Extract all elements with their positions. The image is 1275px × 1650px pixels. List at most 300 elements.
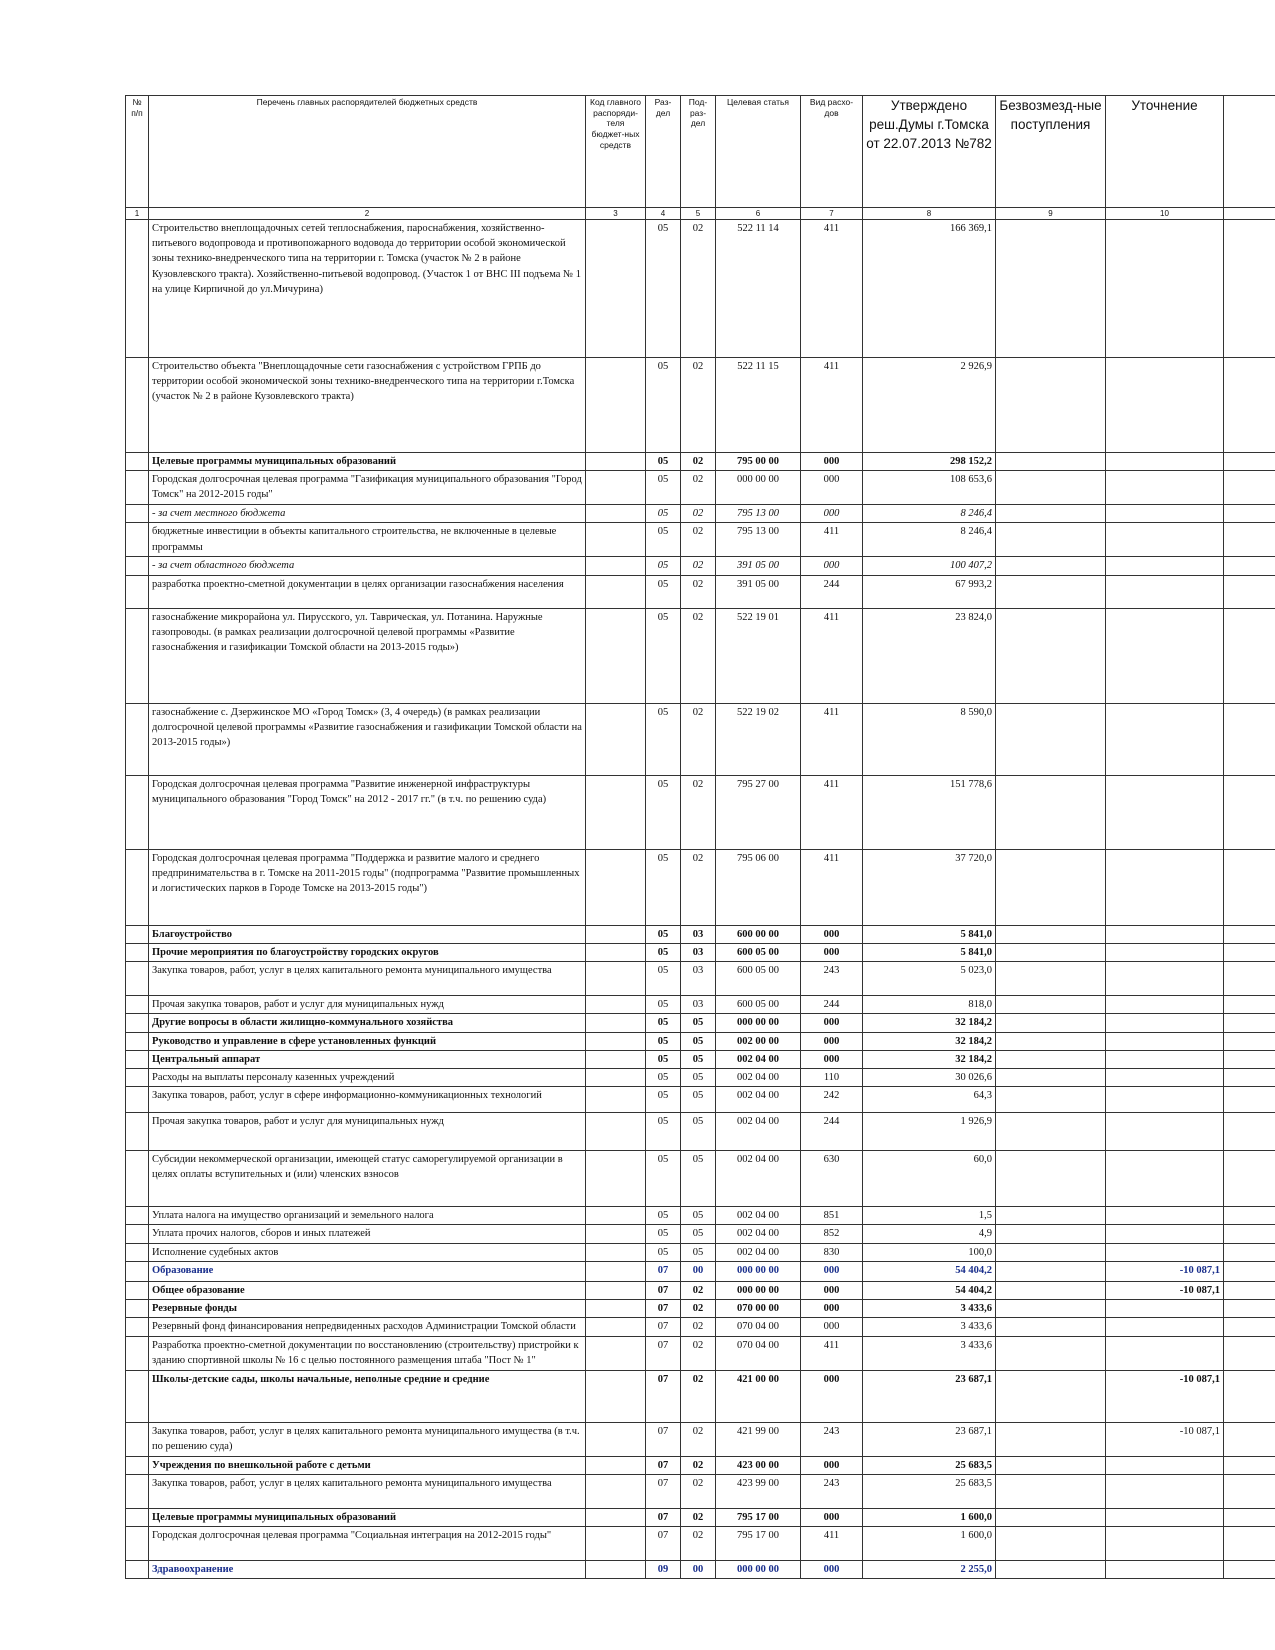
row-extra: [1224, 1014, 1275, 1032]
row-gratis: [996, 1508, 1106, 1526]
row-name: Прочая закупка товаров, работ и услуг для муниципальных нужд: [149, 996, 586, 1014]
row-celevaya: 421 00 00: [716, 1370, 801, 1422]
row-approved: 818,0: [863, 996, 996, 1014]
row-refine: [1106, 1068, 1224, 1086]
row-refine: [1106, 962, 1224, 996]
row-celevaya: 000 00 00: [716, 1560, 801, 1578]
row-celevaya: 795 06 00: [716, 849, 801, 925]
row-razdel: 05: [646, 1113, 681, 1151]
row-razdel: 07: [646, 1336, 681, 1370]
row-celevaya: 002 04 00: [716, 1068, 801, 1086]
row-approved: 8 590,0: [863, 703, 996, 775]
row-name: Строительство внеплощадочных сетей теплоснабжения, пароснабжения, хозяйственно-питьевого водопровода и противопожарного водовода до территории особой экономической зоны технико-внедренческого типа на территории г. Томска (участок № 2 в районе Кузовлевского тракта). Хозяйственно-питьевой водопровод. (Участок 1 от ВНС III подъема № 1 на улице Кирпичной до ул.Мичурина): [149, 220, 586, 358]
row-extra: [1224, 703, 1275, 775]
row-code: [586, 925, 646, 943]
column-number: 2: [149, 208, 586, 220]
row-extra: [1224, 358, 1275, 453]
row-gratis: [996, 943, 1106, 961]
row-number: [126, 608, 149, 703]
row-refine: [1106, 1300, 1224, 1318]
row-razdel: 05: [646, 358, 681, 453]
row-code: [586, 996, 646, 1014]
row-refine: [1106, 1113, 1224, 1151]
row-number: [126, 1474, 149, 1508]
table-row: [126, 1050, 1275, 1068]
row-refine: [1106, 1456, 1224, 1474]
row-razdel: 07: [646, 1508, 681, 1526]
row-number: [126, 943, 149, 961]
row-refine: [1106, 523, 1224, 557]
row-vid: 000: [801, 1014, 863, 1032]
row-celevaya: 600 05 00: [716, 943, 801, 961]
row-extra: [1224, 1526, 1275, 1560]
row-approved: 30 026,6: [863, 1068, 996, 1086]
row-refine: [1106, 1014, 1224, 1032]
row-vid: 000: [801, 505, 863, 523]
row-celevaya: 002 04 00: [716, 1050, 801, 1068]
row-podrazdel: 05: [681, 1087, 716, 1113]
row-refine: [1106, 1207, 1224, 1225]
row-vid: 411: [801, 220, 863, 358]
row-extra: [1224, 1336, 1275, 1370]
row-podrazdel: 03: [681, 996, 716, 1014]
row-code: [586, 1225, 646, 1243]
row-vid: 000: [801, 1300, 863, 1318]
row-refine: [1106, 1151, 1224, 1207]
row-refine: [1106, 220, 1224, 358]
row-name: Прочие мероприятия по благоустройству городских округов: [149, 943, 586, 961]
row-podrazdel: 05: [681, 1207, 716, 1225]
row-razdel: 05: [646, 962, 681, 996]
table-row: [126, 608, 1275, 703]
row-approved: 3 433,6: [863, 1318, 996, 1336]
row-name: Целевые программы муниципальных образований: [149, 453, 586, 471]
row-vid: 000: [801, 471, 863, 505]
row-refine: [1106, 505, 1224, 523]
table-row: [126, 358, 1275, 453]
row-approved: 1 926,9: [863, 1113, 996, 1151]
row-gratis: [996, 1474, 1106, 1508]
row-podrazdel: 02: [681, 557, 716, 575]
row-celevaya: 002 04 00: [716, 1151, 801, 1207]
row-refine: -10 087,1: [1106, 1422, 1224, 1456]
row-code: [586, 523, 646, 557]
table-row: [126, 703, 1275, 775]
row-name: бюджетные инвестиции в объекты капитального строительства, не включенные в целевые программы: [149, 523, 586, 557]
row-vid: 242: [801, 1087, 863, 1113]
row-code: [586, 1087, 646, 1113]
col-extra-header: [1224, 96, 1275, 208]
row-extra: [1224, 849, 1275, 925]
row-gratis: [996, 1113, 1106, 1151]
col-razdel-header: Раз-дел: [646, 96, 681, 208]
table-row: [126, 1068, 1275, 1086]
row-number: [126, 471, 149, 505]
row-name: Центральный аппарат: [149, 1050, 586, 1068]
row-podrazdel: 05: [681, 1243, 716, 1261]
row-celevaya: 002 04 00: [716, 1087, 801, 1113]
row-name: Руководство и управление в сфере установленных функций: [149, 1032, 586, 1050]
row-razdel: 07: [646, 1370, 681, 1422]
col-name-header: Перечень главных распорядителей бюджетных средств: [149, 96, 586, 208]
table-row: [126, 471, 1275, 505]
table-row: [126, 557, 1275, 575]
row-vid: 411: [801, 358, 863, 453]
row-approved: 60,0: [863, 1151, 996, 1207]
table-row: [126, 1560, 1275, 1578]
table-row: [126, 505, 1275, 523]
row-number: [126, 1456, 149, 1474]
row-approved: 37 720,0: [863, 849, 996, 925]
row-vid: 243: [801, 1422, 863, 1456]
row-podrazdel: 02: [681, 1281, 716, 1299]
row-number: [126, 557, 149, 575]
row-approved: 8 246,4: [863, 523, 996, 557]
row-podrazdel: 05: [681, 1113, 716, 1151]
row-celevaya: 002 04 00: [716, 1225, 801, 1243]
row-code: [586, 1300, 646, 1318]
row-approved: 100,0: [863, 1243, 996, 1261]
row-podrazdel: 02: [681, 575, 716, 608]
row-extra: [1224, 1300, 1275, 1318]
row-approved: 5 841,0: [863, 925, 996, 943]
row-razdel: 05: [646, 1243, 681, 1261]
row-celevaya: 795 17 00: [716, 1508, 801, 1526]
row-razdel: 05: [646, 775, 681, 849]
row-code: [586, 962, 646, 996]
row-number: [126, 996, 149, 1014]
row-refine: [1106, 471, 1224, 505]
row-podrazdel: 02: [681, 1318, 716, 1336]
row-code: [586, 1560, 646, 1578]
row-code: [586, 1050, 646, 1068]
row-celevaya: 000 00 00: [716, 1281, 801, 1299]
row-celevaya: 522 19 01: [716, 608, 801, 703]
row-celevaya: 002 04 00: [716, 1207, 801, 1225]
table-row: [126, 1032, 1275, 1050]
row-celevaya: 423 99 00: [716, 1474, 801, 1508]
col-refine-header: Уточнение: [1106, 96, 1224, 208]
row-celevaya: 000 00 00: [716, 471, 801, 505]
row-vid: 000: [801, 1318, 863, 1336]
row-gratis: [996, 1207, 1106, 1225]
table-row: [126, 849, 1275, 925]
row-celevaya: 002 04 00: [716, 1243, 801, 1261]
row-extra: [1224, 1068, 1275, 1086]
row-name: Уплата прочих налогов, сборов и иных платежей: [149, 1225, 586, 1243]
row-vid: 243: [801, 1474, 863, 1508]
row-refine: [1106, 1032, 1224, 1050]
row-celevaya: 391 05 00: [716, 575, 801, 608]
row-extra: [1224, 1050, 1275, 1068]
row-number: [126, 1050, 149, 1068]
row-extra: [1224, 1225, 1275, 1243]
row-gratis: [996, 1300, 1106, 1318]
row-razdel: 09: [646, 1560, 681, 1578]
row-approved: 166 369,1: [863, 220, 996, 358]
row-number: [126, 1068, 149, 1086]
row-podrazdel: 02: [681, 608, 716, 703]
table-row: [126, 925, 1275, 943]
row-name: Закупка товаров, работ, услуг в целях капитального ремонта муниципального имущества: [149, 962, 586, 996]
row-approved: 54 404,2: [863, 1261, 996, 1281]
row-vid: 000: [801, 1281, 863, 1299]
row-refine: [1106, 1560, 1224, 1578]
row-extra: [1224, 575, 1275, 608]
row-name: Целевые программы муниципальных образований: [149, 1508, 586, 1526]
row-celevaya: 795 13 00: [716, 523, 801, 557]
row-gratis: [996, 925, 1106, 943]
row-code: [586, 849, 646, 925]
row-vid: 411: [801, 775, 863, 849]
row-approved: 25 683,5: [863, 1474, 996, 1508]
row-extra: [1224, 1151, 1275, 1207]
row-number: [126, 220, 149, 358]
row-approved: 67 993,2: [863, 575, 996, 608]
column-number: 6: [716, 208, 801, 220]
row-celevaya: 423 00 00: [716, 1456, 801, 1474]
row-celevaya: 600 05 00: [716, 962, 801, 996]
row-razdel: 07: [646, 1422, 681, 1456]
row-podrazdel: 03: [681, 943, 716, 961]
row-refine: [1106, 1318, 1224, 1336]
row-extra: [1224, 1318, 1275, 1336]
row-vid: 852: [801, 1225, 863, 1243]
row-gratis: [996, 1243, 1106, 1261]
row-podrazdel: 05: [681, 1014, 716, 1032]
table-row: [126, 1508, 1275, 1526]
table-body: [126, 220, 1275, 1579]
row-approved: 8 246,4: [863, 505, 996, 523]
row-gratis: [996, 1336, 1106, 1370]
row-number: [126, 523, 149, 557]
row-approved: 25 683,5: [863, 1456, 996, 1474]
row-podrazdel: 02: [681, 775, 716, 849]
row-celevaya: 002 00 00: [716, 1032, 801, 1050]
table-row: [126, 943, 1275, 961]
row-name: Исполнение судебных актов: [149, 1243, 586, 1261]
header-row: [126, 96, 1275, 208]
row-gratis: [996, 523, 1106, 557]
row-number: [126, 1087, 149, 1113]
row-celevaya: 600 00 00: [716, 925, 801, 943]
row-number: [126, 703, 149, 775]
row-name: Субсидии некоммерческой организации, имеющей статус саморегулируемой организации в целях оплаты вступительных и (или) членских взносов: [149, 1151, 586, 1207]
row-razdel: 05: [646, 608, 681, 703]
row-gratis: [996, 962, 1106, 996]
row-code: [586, 358, 646, 453]
col-code-header: Код главного распоряди-теля бюджет-ных средств: [586, 96, 646, 208]
row-number: [126, 775, 149, 849]
row-razdel: 07: [646, 1281, 681, 1299]
row-name: Прочая закупка товаров, работ и услуг для муниципальных нужд: [149, 1113, 586, 1151]
row-razdel: 05: [646, 523, 681, 557]
row-vid: 000: [801, 453, 863, 471]
row-name: Городская долгосрочная целевая программа "Социальная интеграция на 2012-2015 годы": [149, 1526, 586, 1560]
row-approved: 108 653,6: [863, 471, 996, 505]
row-razdel: 05: [646, 220, 681, 358]
row-name: Разработка проектно-сметной документации по восстановлению (строительству) пристройки к зданию спортивной школы № 16 с целью постоянного размещения штаба "Пост № 1": [149, 1336, 586, 1370]
row-refine: -10 087,1: [1106, 1261, 1224, 1281]
row-vid: 000: [801, 1370, 863, 1422]
row-podrazdel: 02: [681, 1300, 716, 1318]
row-gratis: [996, 849, 1106, 925]
row-code: [586, 608, 646, 703]
row-razdel: 07: [646, 1300, 681, 1318]
row-extra: [1224, 1456, 1275, 1474]
row-celevaya: 522 11 15: [716, 358, 801, 453]
row-razdel: 05: [646, 849, 681, 925]
row-gratis: [996, 1050, 1106, 1068]
column-number: 5: [681, 208, 716, 220]
row-extra: [1224, 962, 1275, 996]
row-razdel: 07: [646, 1526, 681, 1560]
row-gratis: [996, 1032, 1106, 1050]
row-gratis: [996, 996, 1106, 1014]
row-vid: 000: [801, 557, 863, 575]
row-extra: [1224, 1032, 1275, 1050]
row-refine: -10 087,1: [1106, 1370, 1224, 1422]
table-row: [126, 962, 1275, 996]
row-number: [126, 925, 149, 943]
row-podrazdel: 02: [681, 505, 716, 523]
row-code: [586, 1014, 646, 1032]
table-row: [126, 1151, 1275, 1207]
row-extra: [1224, 1207, 1275, 1225]
row-razdel: 05: [646, 471, 681, 505]
row-number: [126, 1151, 149, 1207]
row-approved: 1 600,0: [863, 1526, 996, 1560]
row-podrazdel: 05: [681, 1050, 716, 1068]
row-refine: [1106, 1474, 1224, 1508]
row-number: [126, 1207, 149, 1225]
row-podrazdel: 02: [681, 1456, 716, 1474]
budget-table: [125, 95, 1275, 1579]
row-name: Расходы на выплаты персоналу казенных учреждений: [149, 1068, 586, 1086]
row-code: [586, 1474, 646, 1508]
row-celevaya: 795 13 00: [716, 505, 801, 523]
row-name: газоснабжение с. Дзержинское МО «Город Томск» (3, 4 очередь) (в рамках реализации долгосрочной целевой программы «Развитие газоснабжения и газификации Томской области на 2013-2015 годы»): [149, 703, 586, 775]
row-name: Закупка товаров, работ, услуг в целях капитального ремонта муниципального имущества (в т.ч. по решению суда): [149, 1422, 586, 1456]
row-razdel: 05: [646, 1032, 681, 1050]
col-gratis-header: Безвозмезд-ные поступления: [996, 96, 1106, 208]
row-extra: [1224, 523, 1275, 557]
row-approved: 23 687,1: [863, 1370, 996, 1422]
row-gratis: [996, 1318, 1106, 1336]
column-number: [1224, 208, 1275, 220]
row-approved: 1 600,0: [863, 1508, 996, 1526]
table-row: [126, 1456, 1275, 1474]
row-podrazdel: 02: [681, 703, 716, 775]
col-celevaya-header: Целевая статья: [716, 96, 801, 208]
column-number: 1: [126, 208, 149, 220]
row-gratis: [996, 1014, 1106, 1032]
row-podrazdel: 02: [681, 220, 716, 358]
row-extra: [1224, 220, 1275, 358]
row-gratis: [996, 703, 1106, 775]
column-number: 3: [586, 208, 646, 220]
row-vid: 000: [801, 1508, 863, 1526]
row-number: [126, 1113, 149, 1151]
row-refine: [1106, 775, 1224, 849]
column-number: 8: [863, 208, 996, 220]
row-code: [586, 1526, 646, 1560]
col-num-header: № п/п: [126, 96, 149, 208]
row-vid: 000: [801, 1261, 863, 1281]
table-row: [126, 1281, 1275, 1299]
row-refine: [1106, 703, 1224, 775]
table-row: [126, 575, 1275, 608]
row-gratis: [996, 1151, 1106, 1207]
row-razdel: 05: [646, 575, 681, 608]
row-podrazdel: 02: [681, 1526, 716, 1560]
row-celevaya: 795 27 00: [716, 775, 801, 849]
row-vid: 411: [801, 703, 863, 775]
row-approved: 32 184,2: [863, 1050, 996, 1068]
row-extra: [1224, 1422, 1275, 1456]
row-podrazdel: 02: [681, 1336, 716, 1370]
row-approved: 5 841,0: [863, 943, 996, 961]
row-code: [586, 775, 646, 849]
row-refine: [1106, 1225, 1224, 1243]
table-row: [126, 1318, 1275, 1336]
row-podrazdel: 02: [681, 849, 716, 925]
row-extra: [1224, 943, 1275, 961]
row-gratis: [996, 557, 1106, 575]
row-gratis: [996, 1526, 1106, 1560]
row-celevaya: 421 99 00: [716, 1422, 801, 1456]
row-gratis: [996, 1087, 1106, 1113]
row-vid: 411: [801, 1526, 863, 1560]
row-razdel: 05: [646, 943, 681, 961]
row-vid: 110: [801, 1068, 863, 1086]
row-extra: [1224, 608, 1275, 703]
row-approved: 2 926,9: [863, 358, 996, 453]
row-razdel: 05: [646, 557, 681, 575]
row-vid: 411: [801, 1336, 863, 1370]
row-vid: 411: [801, 523, 863, 557]
row-vid: 243: [801, 962, 863, 996]
row-celevaya: 522 19 02: [716, 703, 801, 775]
row-celevaya: 070 04 00: [716, 1336, 801, 1370]
row-gratis: [996, 471, 1106, 505]
table-row: [126, 1526, 1275, 1560]
row-podrazdel: 05: [681, 1068, 716, 1086]
row-number: [126, 358, 149, 453]
row-number: [126, 1281, 149, 1299]
row-name: Уплата налога на имущество организаций и земельного налога: [149, 1207, 586, 1225]
row-number: [126, 1318, 149, 1336]
row-podrazdel: 02: [681, 1474, 716, 1508]
row-approved: 298 152,2: [863, 453, 996, 471]
row-code: [586, 703, 646, 775]
row-refine: [1106, 453, 1224, 471]
col-podrazdel-header: Под-раз-дел: [681, 96, 716, 208]
row-number: [126, 453, 149, 471]
row-razdel: 05: [646, 1068, 681, 1086]
row-number: [126, 1243, 149, 1261]
row-refine: [1106, 849, 1224, 925]
row-podrazdel: 05: [681, 1151, 716, 1207]
row-code: [586, 1336, 646, 1370]
row-extra: [1224, 471, 1275, 505]
row-name: Резервные фонды: [149, 1300, 586, 1318]
row-celevaya: 795 17 00: [716, 1526, 801, 1560]
row-approved: 23 687,1: [863, 1422, 996, 1456]
table-row: [126, 996, 1275, 1014]
row-extra: [1224, 453, 1275, 471]
row-razdel: 07: [646, 1318, 681, 1336]
